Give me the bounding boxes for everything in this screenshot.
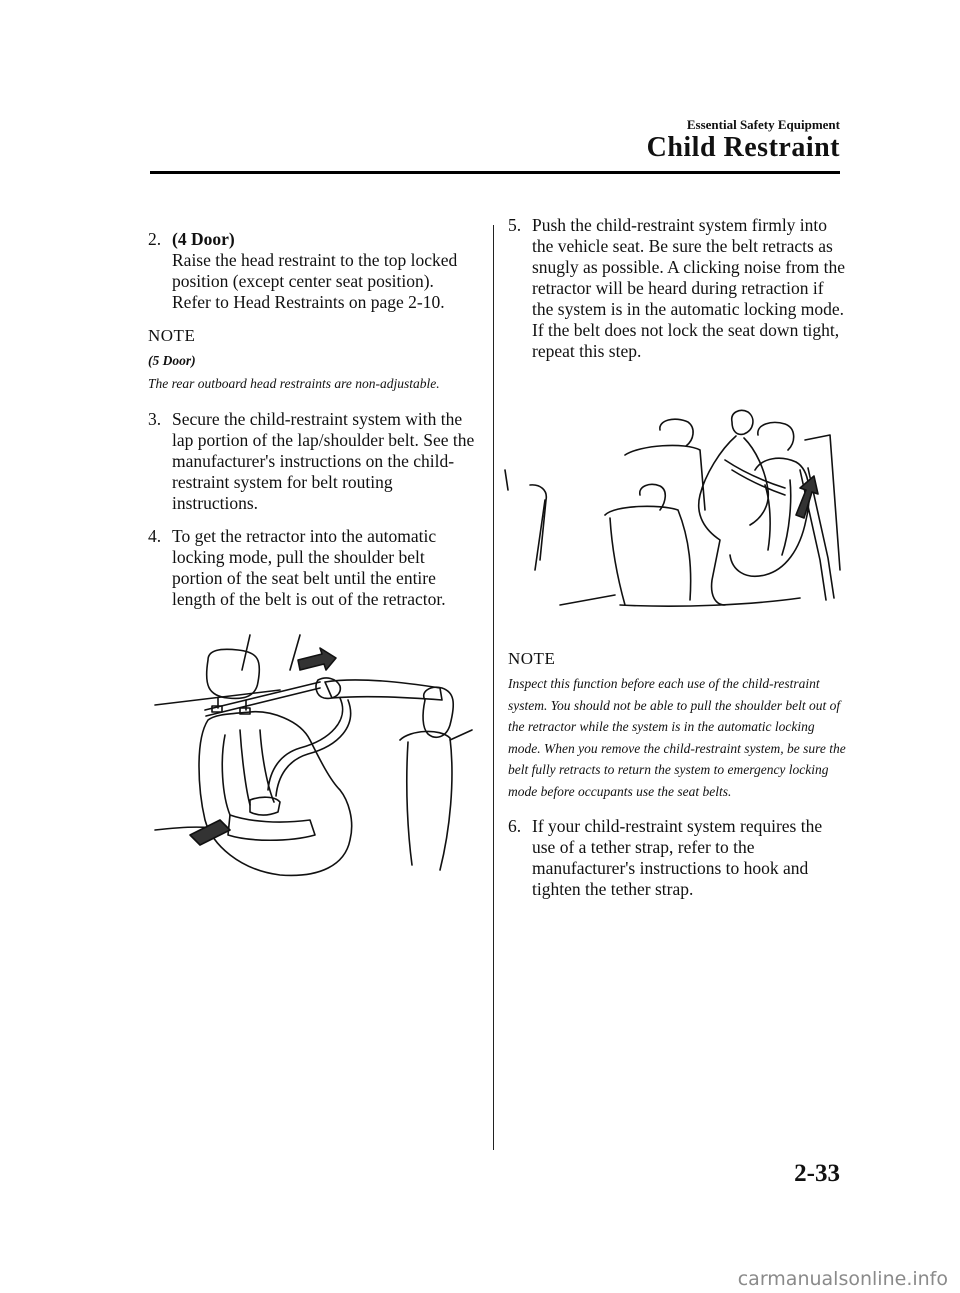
step-5	[508, 215, 846, 362]
header-rule	[150, 171, 840, 174]
note-text: Inspect this function before each use of the child-restraint system. You should not be able to pull the shoulder belt out of the retractor while the system is in the automatic locking mode. When you remove the child-restraint system, be sure the belt fully retracts to return the system to emergency locking mode before occupants use the seat belts.	[508, 676, 846, 799]
step-number: 3.	[148, 408, 162, 429]
right-column	[508, 215, 846, 374]
right-column-lower	[508, 638, 846, 912]
step-text: Raise the head restraint to the top locked position (except center seat position).	[172, 250, 458, 291]
note-block	[508, 648, 846, 802]
step-reference: Refer to Head Restraints on page 2-10.	[172, 292, 445, 312]
step-text: To get the retractor into the automatic locking mode, pull the shoulder belt portion of the seat belt until the entire length of the belt is out of the retractor.	[172, 525, 446, 609]
step-4	[148, 526, 478, 610]
left-column	[148, 229, 478, 622]
step-text: Secure the child-restraint system with the lap portion of the lap/shoulder belt. See the manufacturer's instructions on the child-restraint system for belt routing instructions.	[172, 408, 475, 513]
section-label: Essential Safety Equipment	[686, 117, 840, 132]
push-child-seat-illustration	[500, 400, 845, 615]
step-6	[508, 816, 846, 900]
step-number: 5.	[508, 215, 522, 235]
watermark: carmanualsonline.info	[737, 1268, 948, 1290]
note-block	[148, 325, 478, 395]
seat-belt-pull-illustration	[150, 630, 475, 885]
page-number: 2-33	[794, 1160, 840, 1187]
step-number: 6.	[508, 816, 522, 836]
step-3	[148, 409, 478, 514]
column-divider	[493, 225, 494, 1150]
note-text: The rear outboard head restraints are non-adjustable.	[148, 376, 440, 391]
step-number: 4.	[148, 525, 162, 546]
step-text: If your child-restraint system requires the use of a tether strap, refer to the manufacturer's instructions to hook and tighten the tether strap.	[532, 816, 823, 899]
step-text: Push the child-restraint system firmly into the vehicle seat. Be sure the belt retracts as snugly as possible. A clicking noise from the retractor will be heard during retraction if the system is in the automatic locking mode. If the belt does not lock the seat down tight, repeat this step.	[532, 215, 846, 361]
note-subheading: (5 Door)	[148, 353, 196, 368]
note-title: NOTE	[508, 649, 556, 668]
step-2	[148, 229, 478, 313]
step-number: 2.	[148, 229, 162, 249]
page-title: Child Restraint	[646, 132, 840, 163]
note-title: NOTE	[148, 326, 196, 345]
step-heading: (4 Door)	[172, 229, 235, 249]
